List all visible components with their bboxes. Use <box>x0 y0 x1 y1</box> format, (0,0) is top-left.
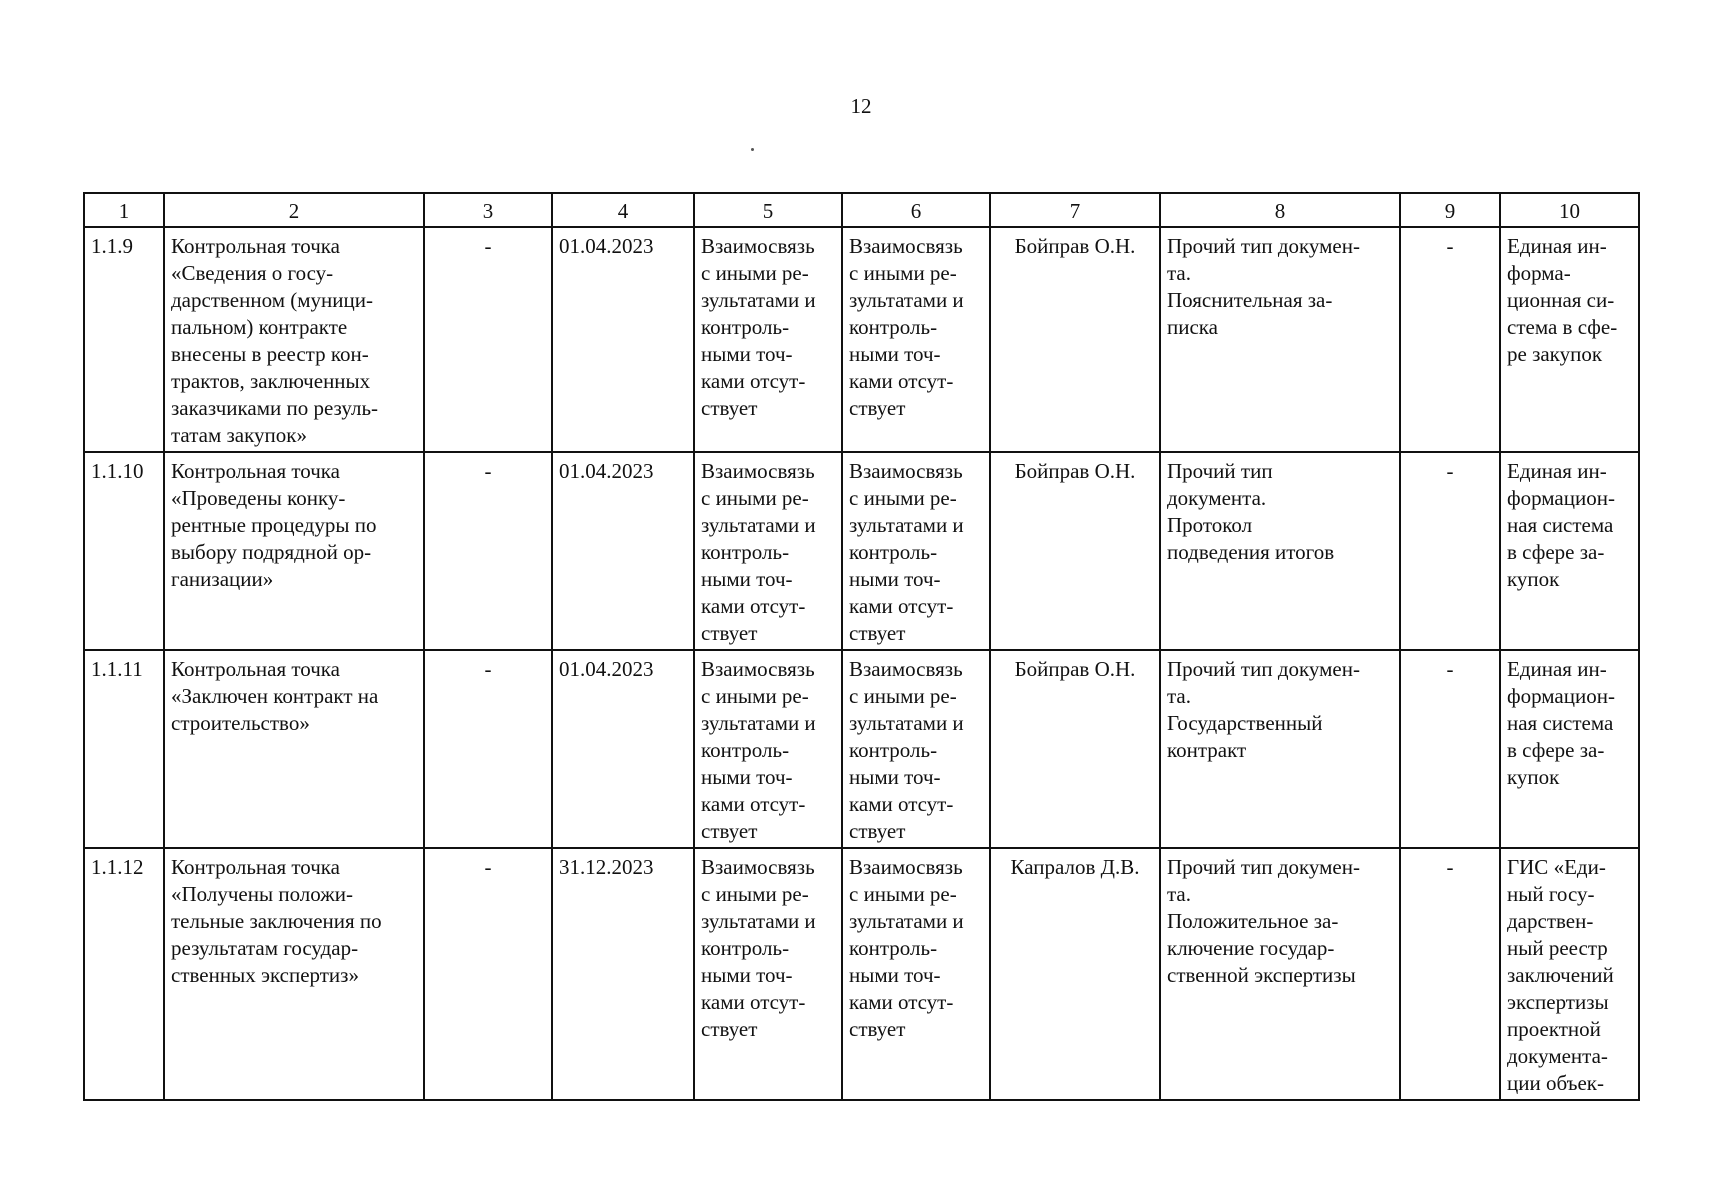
cell-col9: - <box>1400 452 1500 650</box>
cell-col9: - <box>1400 650 1500 848</box>
table-row <box>84 848 1639 1100</box>
responsible-person: Бойправ О.Н. <box>990 650 1160 848</box>
control-point-name: Контрольная точка «Проведены конку- рентные процедуры по выбору подрядной ор- ганизации» <box>164 452 424 650</box>
deadline-date: 01.04.2023 <box>552 452 694 650</box>
document-type: Прочий тип документа. Протокол подведения итогов <box>1160 452 1400 650</box>
cell-col5: Взаимосвязь с иными ре- зультатами и контроль- ными точ- ками отсут- ствует <box>694 650 842 848</box>
page-number: 12 <box>850 94 872 118</box>
cell-col5: Взаимосвязь с иными ре- зультатами и контроль- ными точ- ками отсут- ствует <box>694 848 842 1100</box>
cell-col3: - <box>424 227 552 452</box>
information-system: ГИС «Еди- ный госу- дарствен- ный реестр заключений экспертизы проектной документа- ции объек- <box>1500 848 1639 1100</box>
cell-col6: Взаимосвязь с иными ре- зультатами и контроль- ными точ- ками отсут- ствует <box>842 650 990 848</box>
row-number: 1.1.12 <box>84 848 164 1100</box>
deadline-date: 01.04.2023 <box>552 227 694 452</box>
column-header: 2 <box>164 193 424 227</box>
table-row <box>84 452 1639 650</box>
row-number: 1.1.11 <box>84 650 164 848</box>
deadline-date: 31.12.2023 <box>552 848 694 1100</box>
information-system: Единая ин- форма- ционная си- стема в сфе- ре закупок <box>1500 227 1639 452</box>
document-type: Прочий тип докумен- та. Государственный контракт <box>1160 650 1400 848</box>
cell-col3: - <box>424 452 552 650</box>
column-header: 9 <box>1400 193 1500 227</box>
control-point-name: Контрольная точка «Сведения о госу- дарственном (муници- пальном) контракте внесены в реестр кон- трактов, заключенных заказчиками по резуль- татам закупок» <box>164 227 424 452</box>
column-header: 10 <box>1500 193 1639 227</box>
cell-col5: Взаимосвязь с иными ре- зультатами и контроль- ными точ- ками отсут- ствует <box>694 227 842 452</box>
column-header: 6 <box>842 193 990 227</box>
scan-artifact-dot <box>751 148 754 151</box>
information-system: Единая ин- формацион- ная система в сфере за- купок <box>1500 650 1639 848</box>
table-header-row <box>84 193 1639 227</box>
cell-col6: Взаимосвязь с иными ре- зультатами и контроль- ными точ- ками отсут- ствует <box>842 452 990 650</box>
column-header: 3 <box>424 193 552 227</box>
cell-col9: - <box>1400 227 1500 452</box>
cell-col9: - <box>1400 848 1500 1100</box>
responsible-person: Бойправ О.Н. <box>990 227 1160 452</box>
table-row <box>84 227 1639 452</box>
column-header: 7 <box>990 193 1160 227</box>
column-header: 5 <box>694 193 842 227</box>
control-points-table <box>83 192 1640 1101</box>
table-row <box>84 650 1639 848</box>
control-point-name: Контрольная точка «Заключен контракт на строительство» <box>164 650 424 848</box>
cell-col6: Взаимосвязь с иными ре- зультатами и контроль- ными точ- ками отсут- ствует <box>842 227 990 452</box>
deadline-date: 01.04.2023 <box>552 650 694 848</box>
cell-col6: Взаимосвязь с иными ре- зультатами и контроль- ными точ- ками отсут- ствует <box>842 848 990 1100</box>
row-number: 1.1.10 <box>84 452 164 650</box>
column-header: 4 <box>552 193 694 227</box>
cell-col3: - <box>424 848 552 1100</box>
control-point-name: Контрольная точка «Получены положи- тельные заключения по результатам государ- ственных экспертиз» <box>164 848 424 1100</box>
column-header: 8 <box>1160 193 1400 227</box>
responsible-person: Капралов Д.В. <box>990 848 1160 1100</box>
cell-col3: - <box>424 650 552 848</box>
row-number: 1.1.9 <box>84 227 164 452</box>
document-type: Прочий тип докумен- та. Пояснительная за- писка <box>1160 227 1400 452</box>
information-system: Единая ин- формацион- ная система в сфере за- купок <box>1500 452 1639 650</box>
cell-col5: Взаимосвязь с иными ре- зультатами и контроль- ными точ- ками отсут- ствует <box>694 452 842 650</box>
document-type: Прочий тип докумен- та. Положительное за- ключение государ- ственной экспертизы <box>1160 848 1400 1100</box>
column-header: 1 <box>84 193 164 227</box>
responsible-person: Бойправ О.Н. <box>990 452 1160 650</box>
